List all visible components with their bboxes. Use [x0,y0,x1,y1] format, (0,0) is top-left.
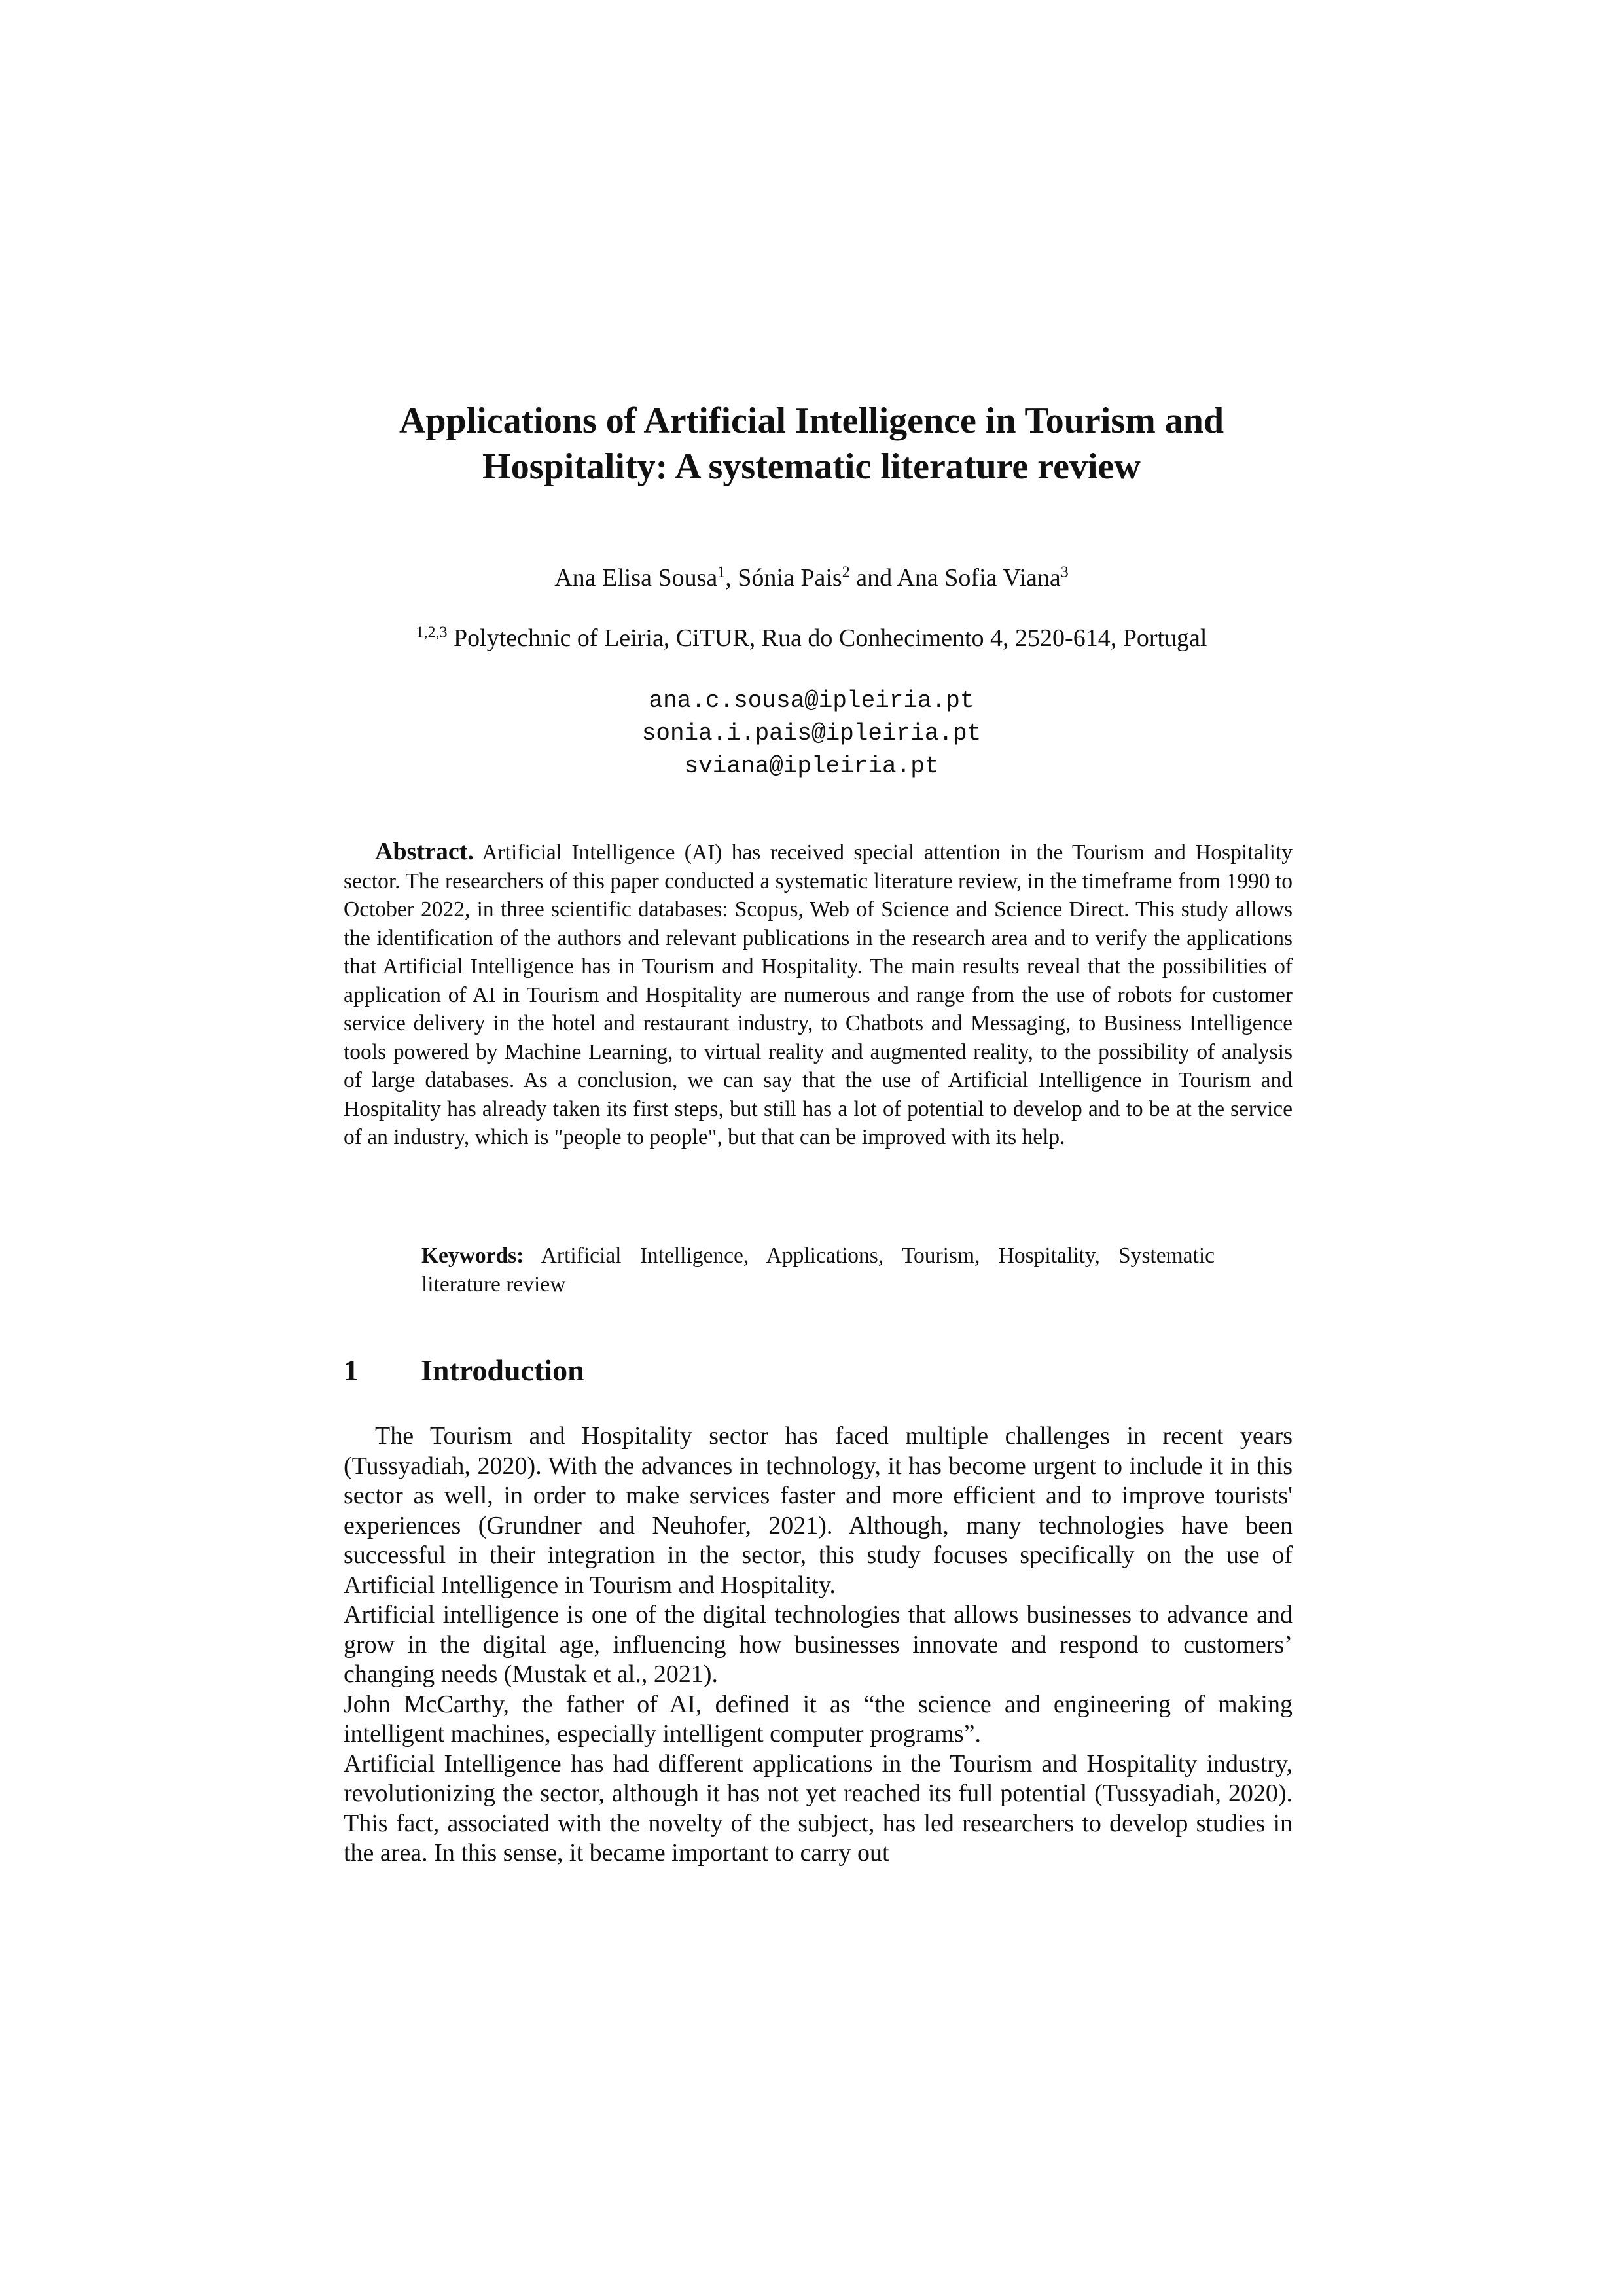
abstract-text: Artificial Intelligence (AI) has received special attention in the Tourism and Hospitality sector. The researchers of this paper conducted a systematic literature review, in the timeframe from 1990 to October 2022, in three scientific databases: Scopus, Web of Science and Science Direct. This study allows the identification of the authors and relevant publications in the research area and to verify the applications that Artificial Intelligence has in Tourism and Hospitality. The main results reveal that the possibilities of application of AI in Tourism and Hospitality are numerous and range from the use of robots for customer service delivery in the hotel and restaurant industry, to Chatbots and Messaging, to Business Intelligence tools powered by Machine Learning, to virtual reality and augmented reality, to the possibility of analysis of large databases. As a conclusion, we can say that the use of Artificial Intelligence in Tourism and Hospitality has already taken its first steps, but still has a lot of potential to develop and to be at the service of an industry, which is "people to people", but that can be improved with its help. [344,840,1293,1149]
author-name: Ana Sofia Viana [897,564,1061,592]
email-list [340,685,1283,783]
author-email: ana.c.sousa@ipleiria.pt [649,687,974,714]
affiliation [340,622,1283,655]
affiliation-mark: 1,2,3 [416,624,448,641]
author-affiliation-mark: 1 [717,564,726,581]
author-separator: , [725,564,738,592]
body-paragraph: John McCarthy, the father of AI, defined it as “the science and engineering of making intelligent machines, especially intelligent computer programs”. [344,1690,1293,1748]
keywords-label: Keywords: [421,1244,524,1268]
paper-title [340,398,1283,490]
title-line-1: Applications of Artificial Intelligence in Tourism and [399,401,1224,441]
abstract-label: Abstract. [375,838,474,865]
affiliation-text: Polytechnic of Leiria, CiTUR, Rua do Conhecimento 4, 2520-614, Portugal [447,624,1207,652]
title-line-2: Hospitality: A systematic literature review [482,446,1141,487]
section-title: Introduction [421,1354,584,1387]
section-heading [344,1351,1293,1390]
keywords [421,1242,1215,1299]
body-paragraph: The Tourism and Hospitality sector has faced multiple challenges in recent years (Tussyadiah, 2020). With the advances in technology, it has become urgent to include it in this sector as well, in order to make services faster and more efficient and to improve tourists' experiences (Grundner and Neuhofer, 2021). Although, many technologies have been successful in their integration in the sector, this study focuses specifically on the use of Artificial Intelligence in Tourism and Hospitality. [344,1422,1293,1599]
author-email: sviana@ipleiria.pt [684,753,939,780]
author-list [340,562,1283,594]
introduction-body [344,1422,1293,1869]
author-email: sonia.i.pais@ipleiria.pt [641,720,982,747]
author-name: Sónia Pais [738,564,842,592]
body-paragraph: Artificial Intelligence has had different applications in the Tourism and Hospitality industry, revolutionizing the sector, although it has not yet reached its full potential (Tussyadiah, 2020). This fact, associated with the novelty of the subject, has led researchers to develop studies in the area. In this sense, it became important to carry out [344,1749,1293,1867]
author-separator: and [849,564,897,592]
section-number: 1 [344,1354,359,1387]
author-affiliation-mark: 2 [842,564,850,581]
author-name: Ana Elisa Sousa [554,564,718,592]
author-affiliation-mark: 3 [1060,564,1069,581]
abstract [344,838,1293,1152]
keywords-text: Artificial Intelligence, Applications, Tourism, Hospitality, Systematic literature review [421,1244,1215,1297]
body-paragraph: Artificial intelligence is one of the digital technologies that allows businesses to advance and grow in the digital age, influencing how businesses innovate and respond to customers’ changing needs (Mustak et al., 2021). [344,1601,1293,1688]
